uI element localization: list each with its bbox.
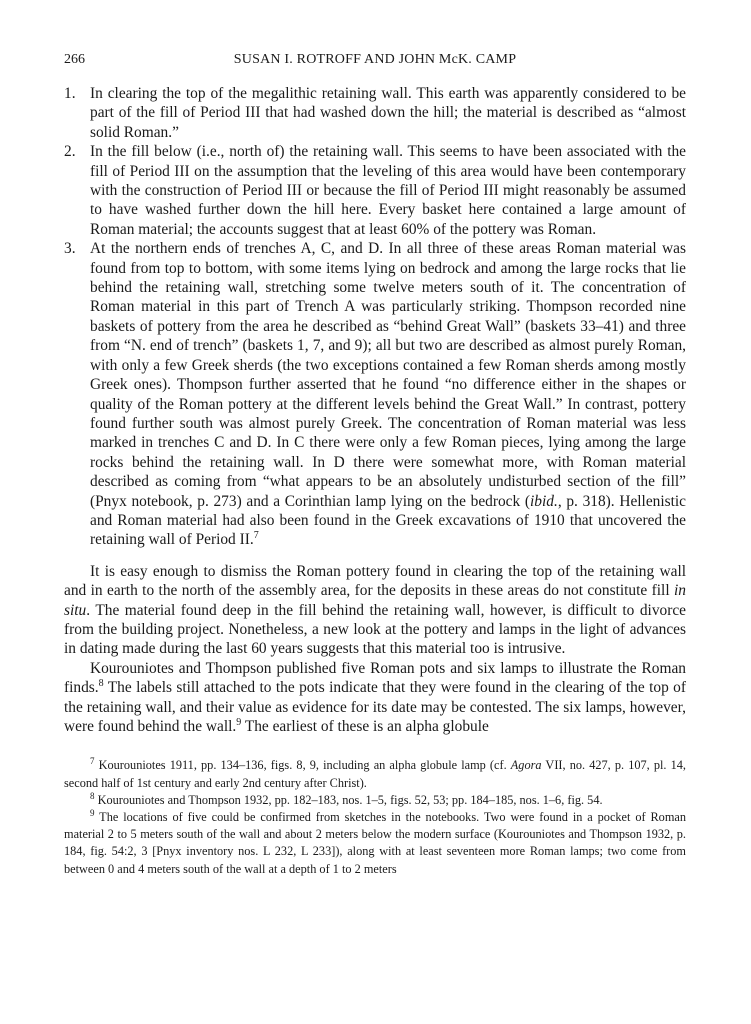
footnote-number: 8: [90, 790, 95, 801]
footnote-text: Kourouniotes and Thompson 1932, pp. 182–183, nos. 1–5, figs. 52, 53; pp. 184–185, nos. 1–6, fig. 54.: [94, 792, 603, 807]
running-head: [64, 52, 686, 74]
paragraph-text-end: The earliest of these is an alpha globule: [241, 718, 489, 735]
findspot-list: [64, 84, 686, 550]
list-item-text: In the fill below (i.e., north of) the retaining wall. This seems to have been associated with the fill of Period III on the assumption that the leveling of this area would have been contemporary with the construction of Period III or because the fill of Period III might reasonably be assumed to have washed further down the hill here. Every basket here contained a large amount of Roman material; the accounts suggest that at least 60% of the pottery was Roman.: [90, 143, 686, 238]
paragraph-text: It is easy enough to dismiss the Roman pottery found in clearing the top of the retaining wall and in earth to the north of the assembly area, for the deposits in these areas do not constitute fill: [64, 562, 686, 600]
list-item: [64, 84, 686, 142]
list-item-text: At the northern ends of trenches A, C, and D. In all three of these areas Roman material was found from top to bottom, with some items lying on bedrock and among the large rocks that lie behind the retaining wall, stretching some twelve meters south of it. The concentration of Roman material in this part of Trench A was particularly striking. Thompson recorded nine baskets of pottery from the area he described as “behind Great Wall” (baskets 33–41) and three from “N. end of trench” (baskets 1, 7, and 9); all but two are described as almost purely Roman, with only a few Greek sherds (the two exceptions contained a few Roman sherds among mostly Greek ones). Thompson further asserted that he found “no difference either in the shapes or quality of the Roman pottery at the different levels behind the Great Wall.” In contrast, pottery found further south was almost purely Greek. The concentration of Roman material was less marked in trenches C and D. In C there were only a few Roman pieces, lying among the large rocks behind the retaining wall. In D there were somewhat more, with Roman material described as coming from “what appears to be an absolutely undisturbed section of the fill” (Pnyx notebook, p. 273) and a Corinthian lamp lying on the bedrock (: [90, 240, 686, 510]
list-item-text-continued: , p. 318). Hellenistic and Roman material had also been found in the Greek excavations of 1910 that uncovered the retaining wall of Period II.: [90, 492, 686, 549]
list-item: [64, 142, 686, 239]
footnote-text-continued: VII, no. 427, p. 107, pl. 14, second half of 1st century and early 2nd century after Christ).: [64, 758, 686, 790]
footnotes: [64, 757, 686, 877]
paragraph-text-continued: The labels still attached to the pots indicate that they were found in the clearing of the top of the retaining wall, and their value as evidence for its date may be contested. The six lamps, however, were found behind the wall.: [64, 679, 686, 735]
list-item-number: 1.: [64, 85, 76, 102]
paragraph-text: Kourouniotes and Thompson published five Roman pots and six lamps to illustrate the Roman finds.: [64, 659, 686, 697]
footnote-reference[interactable]: 9: [236, 717, 242, 728]
list-item-italic: ibid.: [530, 492, 558, 510]
footnote-italic: Agora: [510, 758, 542, 773]
footnote-number: 7: [90, 756, 95, 767]
list-item-number: 2.: [64, 143, 76, 161]
paragraph-text-continued: . The material found deep in the fill behind the retaining wall, however, is difficult to divorce from the building project. Nonetheless, a new look at the pottery and lamps in the light of advances in dating made during the last 60 years suggests that this material too is intrusive.: [64, 601, 686, 658]
document-page: [64, 52, 686, 878]
footnote-text: Kourouniotes 1911, pp. 134–136, figs. 8, 9, including an alpha globule lamp (cf.: [94, 758, 511, 773]
list-item-number: 3.: [64, 240, 76, 258]
footnote: [64, 792, 686, 809]
footnote-number: 9: [90, 808, 95, 819]
body-paragraph: [64, 659, 686, 737]
paragraph-italic: in situ: [64, 582, 686, 619]
footnote-reference[interactable]: 7: [253, 530, 259, 542]
list-item: [64, 239, 686, 550]
footnote-reference[interactable]: 8: [98, 678, 104, 690]
list-item-text: In clearing the top of the megalithic retaining wall. This earth was apparently considered to be part of the fill of Period III that had washed down the hill; the material is described as “almost solid Roman.”: [90, 85, 686, 141]
body-paragraph: [64, 562, 686, 659]
footnote: [64, 757, 686, 791]
footnote-text: The locations of five could be confirmed from sketches in the notebooks. Two were found in a pocket of Roman material 2 to 5 meters south of the wall and about 2 meters below the modern surface (Kourouniotes and Thompson 1932, p. 184, fig. 54:2, 3 [Pnyx inventory nos. L 232, L 233]), along with at least seventeen more Roman lamps; two come from between 0 and 4 meters south of the wall at a depth of 1 to 2 meters: [64, 810, 686, 876]
running-head-authors: SUSAN I. ROTROFF AND JOHN McK. CAMP: [233, 52, 517, 67]
footnote: [64, 809, 686, 878]
page-number: 266: [64, 52, 85, 67]
